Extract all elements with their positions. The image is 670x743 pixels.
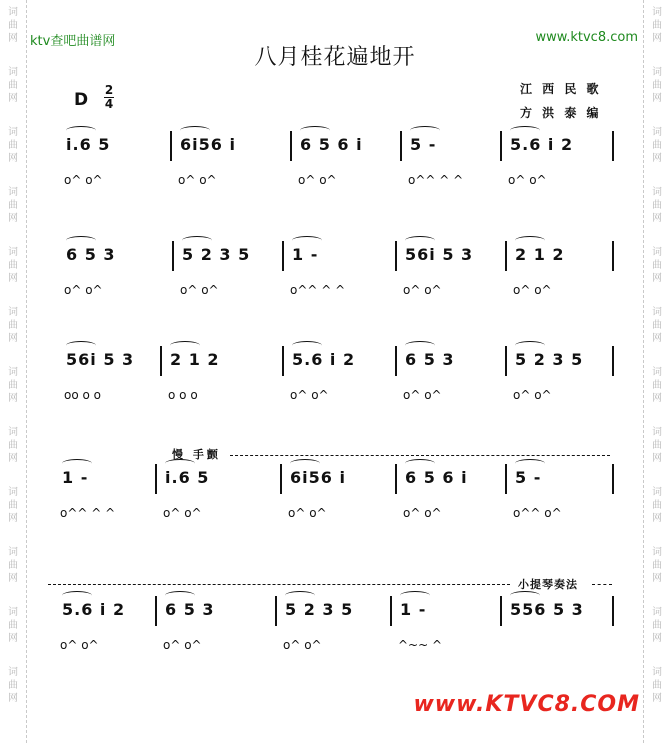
watermark-char: 曲 xyxy=(652,380,662,391)
bar-line xyxy=(172,241,174,271)
slur-arc xyxy=(405,459,435,468)
slur-arc xyxy=(300,126,330,135)
bowing-marks: o^ o^ xyxy=(290,388,329,402)
origin-label: 江 西 民 歌 xyxy=(520,82,602,96)
watermark-char: 网 xyxy=(8,93,18,104)
watermark-char: 词 xyxy=(652,487,662,498)
bowing-marks: o^^ ^ ^ xyxy=(290,283,346,297)
watermark-char: 网 xyxy=(8,333,18,344)
measure-notes: 6 5 3 xyxy=(165,600,215,619)
slur-arc xyxy=(180,126,210,135)
watermark-char: 网 xyxy=(652,93,662,104)
measure-notes: 5 - xyxy=(410,135,437,154)
bowing-marks: o^ o^ xyxy=(513,283,552,297)
bar-line xyxy=(170,131,172,161)
watermark-char: 曲 xyxy=(8,380,18,391)
watermark-char: 词 xyxy=(8,7,18,18)
arranger-label: 方 洪 泰 编 xyxy=(520,106,602,120)
measure-notes: 56i 5 3 xyxy=(66,350,135,369)
watermark-char: 曲 xyxy=(652,440,662,451)
bowing-marks: o^ o^ xyxy=(64,173,103,187)
time-denominator: 4 xyxy=(104,97,114,111)
bar-line xyxy=(160,346,162,376)
watermark-char: 网 xyxy=(652,273,662,284)
bowing-marks: o o o xyxy=(168,388,198,402)
watermark-char: 曲 xyxy=(8,20,18,31)
measure-notes: 5 2 3 5 xyxy=(515,350,584,369)
bowing-marks: o^ o^ xyxy=(163,638,202,652)
watermark-char: 曲 xyxy=(652,620,662,631)
measure-notes: i.6 5 xyxy=(66,135,111,154)
bowing-marks: o^ o^ xyxy=(403,506,442,520)
measure-notes: 5 - xyxy=(515,468,542,487)
bar-line xyxy=(395,464,397,494)
watermark-char: 曲 xyxy=(652,80,662,91)
measure-notes: 5.6 i 2 xyxy=(510,135,574,154)
measure-notes: 1 - xyxy=(62,468,89,487)
watermark-char: 曲 xyxy=(652,500,662,511)
watermark-char: 网 xyxy=(8,513,18,524)
violin-dashed-line-end xyxy=(592,584,612,585)
watermark-char: 曲 xyxy=(8,80,18,91)
watermark-char: 曲 xyxy=(652,560,662,571)
watermark-char: 词 xyxy=(8,487,18,498)
measure-notes: 1 - xyxy=(292,245,319,264)
watermark-char: 词 xyxy=(652,307,662,318)
watermark-char: 词 xyxy=(8,607,18,618)
slow-vibrato-marking: 慢 手颤 xyxy=(172,448,221,461)
measure-notes: 6 5 6 i xyxy=(300,135,363,154)
watermark-char: 词 xyxy=(8,547,18,558)
site-name-left[interactable]: ktv查吧曲谱网 xyxy=(30,34,116,49)
watermark-char: 词 xyxy=(8,247,18,258)
footer-logo[interactable]: www.KTVC8.COM xyxy=(413,692,640,717)
vibrato-dashed-line xyxy=(230,455,610,456)
measure-notes: 6 5 3 xyxy=(405,350,455,369)
bar-line xyxy=(395,241,397,271)
bowing-marks: ^~~ ^ xyxy=(398,638,443,652)
measure-notes: 5 2 3 5 xyxy=(285,600,354,619)
slur-arc xyxy=(165,459,195,468)
watermark-char: 词 xyxy=(652,127,662,138)
watermark-char: 曲 xyxy=(8,140,18,151)
bowing-marks: o^ o^ xyxy=(180,283,219,297)
bowing-marks: o^ o^ xyxy=(283,638,322,652)
watermark-char: 词 xyxy=(652,667,662,678)
measure-notes: 1 - xyxy=(400,600,427,619)
bowing-marks: o^ o^ xyxy=(513,388,552,402)
measure-notes: 6i56 i xyxy=(180,135,236,154)
slur-arc xyxy=(515,236,545,245)
bowing-marks: o^^ o^ xyxy=(513,506,562,520)
slur-arc xyxy=(66,126,96,135)
watermark-char: 词 xyxy=(652,427,662,438)
bowing-marks: o^ o^ xyxy=(508,173,547,187)
watermark-char: 曲 xyxy=(652,260,662,271)
watermark-char: 网 xyxy=(8,453,18,464)
slur-arc xyxy=(410,126,440,135)
watermark-char: 词 xyxy=(8,187,18,198)
watermark-char: 网 xyxy=(652,213,662,224)
slur-arc xyxy=(292,236,322,245)
watermark-char: 网 xyxy=(652,693,662,704)
measure-notes: 6i56 i xyxy=(290,468,346,487)
watermark-char: 曲 xyxy=(8,320,18,331)
bar-line xyxy=(612,464,614,494)
watermark-char: 曲 xyxy=(8,620,18,631)
bar-line xyxy=(275,596,277,626)
watermark-char: 词 xyxy=(652,7,662,18)
slur-arc xyxy=(510,126,540,135)
bowing-marks: o^ o^ xyxy=(403,283,442,297)
watermark-char: 词 xyxy=(8,67,18,78)
watermark-char: 词 xyxy=(652,247,662,258)
watermark-char: 词 xyxy=(652,547,662,558)
watermark-char: 曲 xyxy=(8,260,18,271)
watermark-char: 曲 xyxy=(8,440,18,451)
bowing-marks: o^ o^ xyxy=(403,388,442,402)
bar-line xyxy=(505,241,507,271)
watermark-char: 曲 xyxy=(652,20,662,31)
bar-line xyxy=(505,346,507,376)
watermark-char: 词 xyxy=(652,187,662,198)
watermark-char: 网 xyxy=(652,453,662,464)
watermark-char: 词 xyxy=(652,607,662,618)
watermark-char: 网 xyxy=(652,33,662,44)
slur-arc xyxy=(62,591,92,600)
slur-arc xyxy=(170,341,200,350)
watermark-char: 网 xyxy=(8,213,18,224)
bar-line xyxy=(612,596,614,626)
watermark-char: 网 xyxy=(8,153,18,164)
watermark-char: 曲 xyxy=(652,320,662,331)
page-title: 八月桂花遍地开 xyxy=(254,45,416,70)
watermark-char: 网 xyxy=(8,633,18,644)
watermark-char: 网 xyxy=(652,573,662,584)
measure-notes: 5 2 3 5 xyxy=(182,245,251,264)
watermark-char: 词 xyxy=(8,367,18,378)
bar-line xyxy=(505,464,507,494)
watermark-char: 词 xyxy=(8,307,18,318)
time-numerator: 2 xyxy=(104,83,114,97)
watermark-char: 网 xyxy=(652,513,662,524)
bar-line xyxy=(282,346,284,376)
watermark-char: 网 xyxy=(8,693,18,704)
key-signature: D xyxy=(74,90,89,110)
slur-arc xyxy=(66,341,96,350)
slur-arc xyxy=(400,591,430,600)
watermark-char: 曲 xyxy=(8,200,18,211)
slur-arc xyxy=(290,459,320,468)
watermark-char: 词 xyxy=(652,367,662,378)
bowing-marks: o^^ ^ ^ xyxy=(408,173,464,187)
violin-technique-marking: 小提琴奏法 xyxy=(518,578,578,591)
watermark-char: 网 xyxy=(8,273,18,284)
slur-arc xyxy=(285,591,315,600)
watermark-char: 词 xyxy=(8,127,18,138)
measure-notes: 5.6 i 2 xyxy=(292,350,356,369)
bowing-marks: o^ o^ xyxy=(60,638,99,652)
watermark-char: 网 xyxy=(652,153,662,164)
bowing-marks: oo o o xyxy=(64,388,101,402)
bar-line xyxy=(290,131,292,161)
bowing-marks: o^ o^ xyxy=(298,173,337,187)
watermark-char: 曲 xyxy=(652,200,662,211)
watermark-char: 网 xyxy=(8,33,18,44)
watermark-char: 词 xyxy=(8,667,18,678)
measure-notes: 2 1 2 xyxy=(170,350,220,369)
slur-arc xyxy=(405,341,435,350)
bar-line xyxy=(400,131,402,161)
bar-line xyxy=(282,241,284,271)
bar-line xyxy=(500,131,502,161)
slur-arc xyxy=(182,236,212,245)
watermark-char: 曲 xyxy=(8,500,18,511)
bowing-marks: o^ o^ xyxy=(288,506,327,520)
slur-arc xyxy=(165,591,195,600)
bar-line xyxy=(155,464,157,494)
slur-arc xyxy=(66,236,96,245)
bar-line xyxy=(612,346,614,376)
time-signature xyxy=(104,84,114,111)
bar-line xyxy=(612,131,614,161)
watermark-char: 网 xyxy=(652,393,662,404)
slur-arc xyxy=(292,341,322,350)
bar-line xyxy=(395,346,397,376)
measure-notes: 2 1 2 xyxy=(515,245,565,264)
slur-arc xyxy=(62,459,92,468)
slur-arc xyxy=(515,341,545,350)
bar-line xyxy=(500,596,502,626)
measure-notes: 56i 5 3 xyxy=(405,245,474,264)
bowing-marks: o^ o^ xyxy=(64,283,103,297)
slur-arc xyxy=(405,236,435,245)
watermark-char: 曲 xyxy=(652,140,662,151)
watermark-char: 网 xyxy=(652,333,662,344)
bowing-marks: o^ o^ xyxy=(178,173,217,187)
watermark-char: 曲 xyxy=(8,560,18,571)
violin-dashed-line xyxy=(48,584,510,585)
bar-line xyxy=(155,596,157,626)
bowing-marks: o^^ ^ ^ xyxy=(60,506,116,520)
bar-line xyxy=(280,464,282,494)
measure-notes: 6 5 3 xyxy=(66,245,116,264)
watermark-char: 词 xyxy=(8,427,18,438)
measure-notes: 6 5 6 i xyxy=(405,468,468,487)
bowing-marks: o^ o^ xyxy=(163,506,202,520)
bar-line xyxy=(390,596,392,626)
slur-arc xyxy=(510,591,540,600)
bar-line xyxy=(612,241,614,271)
watermark-char: 曲 xyxy=(652,680,662,691)
slur-arc xyxy=(515,459,545,468)
watermark-char: 网 xyxy=(8,573,18,584)
watermark-char: 词 xyxy=(652,67,662,78)
measure-notes: 5.6 i 2 xyxy=(62,600,126,619)
site-url-right[interactable]: www.ktvc8.com xyxy=(535,30,638,45)
measure-notes: i.6 5 xyxy=(165,468,210,487)
watermark-char: 网 xyxy=(652,633,662,644)
watermark-char: 网 xyxy=(8,393,18,404)
measure-notes: 556 5 3 xyxy=(510,600,584,619)
watermark-char: 曲 xyxy=(8,680,18,691)
